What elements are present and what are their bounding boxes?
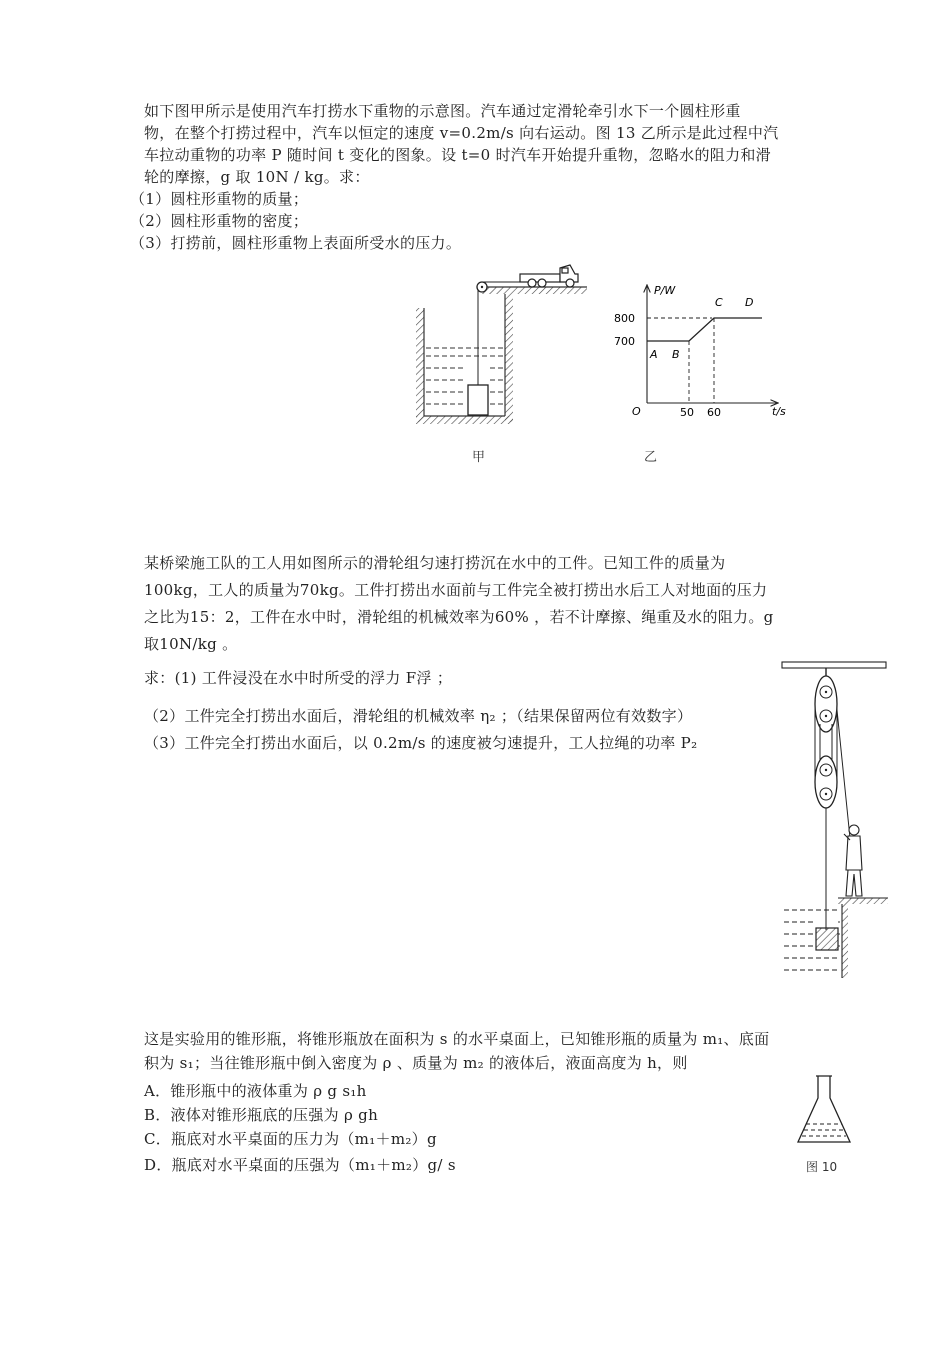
- q2-line: 某桥梁施工队的工人用如图所示的滑轮组匀速打捞沉在水中的工件。已知工件的质量为: [144, 554, 726, 572]
- q1-line: （1）圆柱形重物的质量；: [130, 190, 309, 208]
- origin-label: O: [632, 405, 641, 418]
- y-axis-label: P/W: [654, 284, 676, 297]
- fig-truck-pulley: [410, 260, 610, 430]
- y-tick-label: 800: [614, 312, 635, 325]
- q1-line: 轮的摩擦，g 取 10N / kg。求：: [144, 168, 370, 186]
- x-tick-label: 60: [707, 406, 721, 419]
- fig-conical-flask: [794, 1072, 854, 1152]
- point-label-a: A: [650, 348, 658, 361]
- q1-line: 如下图甲所示是使用汽车打捞水下重物的示意图。汽车通过定滑轮牵引水下一个圆柱形重: [144, 102, 741, 120]
- q3-option-a: A．锥形瓶中的液体重为 ρ g s₁h: [144, 1082, 367, 1100]
- x-axis-label: t/s: [772, 405, 786, 418]
- q1-line: （2）圆柱形重物的密度；: [130, 212, 309, 230]
- q2-line: （3）工件完全打捞出水面后，以 0.2m/s 的速度被匀速提升，工人拉绳的功率 P₂: [144, 734, 698, 752]
- y-tick-label: 700: [614, 335, 635, 348]
- power-time-chart: [612, 278, 802, 428]
- q3-option-b: B．液体对锥形瓶底的压强为 ρ gh: [144, 1106, 379, 1124]
- x-tick-label: 50: [680, 406, 694, 419]
- q1-line: （3）打捞前，圆柱形重物上表面所受水的压力。: [130, 234, 462, 252]
- q1-line: 车拉动重物的功率 P 随时间 t 变化的图象。设 t=0 时汽车开始提升重物，忽略水的阻力和滑: [144, 146, 771, 164]
- point-label-d: D: [745, 296, 754, 309]
- fig-pulley-worker: [778, 660, 898, 980]
- fig-b-caption: 乙: [644, 450, 658, 465]
- q2-line: 取10N/kg 。: [144, 635, 238, 653]
- q2-line: 之比为15：2，工件在水中时，滑轮组的机械效率为60% ，若不计摩擦、绳重及水的阻力。g: [144, 608, 774, 626]
- fig-10-caption: 图 10: [806, 1160, 838, 1174]
- point-label-b: B: [672, 348, 680, 361]
- q1-line: 物，在整个打捞过程中，汽车以恒定的速度 v=0.2m/s 向右运动。图 13 乙所示是此过程中汽: [144, 124, 779, 142]
- q2-line: 100kg，工人的质量为70kg。工件打捞出水面前与工件完全被打捞出水后工人对地面的压力: [144, 581, 768, 599]
- fig-a-caption: 甲: [472, 450, 486, 465]
- q3-option-d: D．瓶底对水平桌面的压强为（m₁＋m₂）g/ s: [144, 1156, 456, 1174]
- point-label-c: C: [715, 296, 723, 309]
- q3-line: 积为 s₁；当往锥形瓶中倒入密度为 ρ 、质量为 m₂ 的液体后，液面高度为 h，则: [144, 1054, 688, 1072]
- q3-option-c: C．瓶底对水平桌面的压力为（m₁＋m₂）g: [144, 1130, 437, 1148]
- q2-line: （2）工件完全打捞出水面后，滑轮组的机械效率 η₂ ；（结果保留两位有效数字）: [144, 707, 693, 725]
- power-series-line: [647, 318, 762, 341]
- q2-line: 求：(1) 工件浸没在水中时所受的浮力 F浮 ；: [144, 669, 453, 687]
- q3-line: 这是实验用的锥形瓶，将锥形瓶放在面积为 s 的水平桌面上，已知锥形瓶的质量为 m₁、底面: [144, 1030, 770, 1048]
